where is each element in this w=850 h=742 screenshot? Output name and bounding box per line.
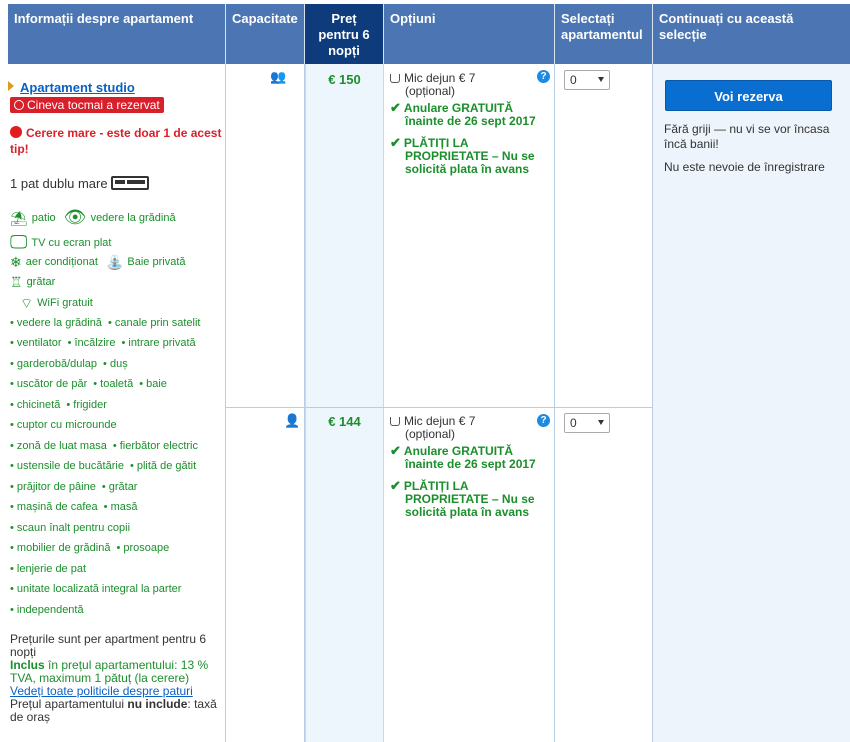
breakfast-text: Mic dejun € 7	[404, 414, 476, 428]
coffee-cup-icon	[390, 74, 400, 83]
amenity-item: • prosoape	[116, 542, 169, 554]
urgency-text: Cerere mare - este doar 1 de acest tip!	[10, 126, 222, 156]
tv-icon: 🖵	[10, 232, 28, 252]
free-cancellation	[390, 100, 550, 128]
price-value: € 144	[328, 414, 361, 429]
select-value: 0	[570, 73, 577, 87]
amenity-row	[10, 563, 86, 575]
amenity-item: • mașină de cafea	[10, 501, 98, 513]
amenity-item: • duș	[103, 358, 128, 370]
amenity-item: • lenjerie de pat	[10, 563, 86, 575]
header-price[interactable]: Preț pentru 6 nopți	[305, 4, 384, 64]
recently-booked-badge	[10, 97, 164, 113]
checkmark-icon: ✔	[390, 443, 401, 458]
bed-text: 1 pat dublu mare	[10, 176, 108, 191]
amenity-item: • garderobă/dulap	[10, 358, 97, 370]
amenity-item: • intrare privată	[121, 337, 195, 349]
amenity-item: • masă	[104, 501, 138, 513]
room-title[interactable]: Apartament studio	[20, 80, 135, 95]
amenity-row	[10, 378, 167, 390]
breakfast-note: (opțional)	[405, 84, 456, 98]
no-registration-note: Nu este nevoie de înregistrare	[664, 160, 825, 174]
facility-wifi: WiFi gratuit	[37, 297, 93, 309]
amenity-item: • independentă	[10, 604, 84, 616]
amenity-item: • fierbător electric	[113, 440, 198, 452]
header-continue: Continuați cu această selecție	[653, 4, 850, 64]
facility-tv: TV cu ecran plat	[31, 237, 112, 249]
facility-grill: grătar	[26, 276, 56, 288]
pay-at-property	[390, 135, 550, 176]
bed-policies-link[interactable]: Vedeți toate politicile despre paturi	[10, 684, 193, 698]
not-included-note	[10, 698, 222, 724]
patio-icon: ⛱	[10, 210, 28, 226]
amenity-item: • mobilier de grădină	[10, 542, 110, 554]
amenity-item: • unitate localizată integral la parter	[10, 583, 181, 595]
apartment-quantity-select[interactable]	[564, 70, 610, 90]
coffee-cup-icon	[390, 417, 400, 426]
amenity-row	[10, 522, 130, 534]
snowflake-icon: ❄	[10, 254, 22, 270]
amenity-item: • plită de gătit	[130, 460, 196, 472]
amenity-item: • baie	[139, 378, 167, 390]
two-persons-icon: 👥	[270, 69, 287, 84]
amenity-item: • ustensile de bucătărie	[10, 460, 124, 472]
red-dot-icon	[10, 126, 22, 138]
facility-row-2	[10, 232, 111, 253]
amenity-row	[10, 419, 117, 431]
not-included-prefix: Prețul apartamentului	[10, 697, 128, 711]
dropdown-arrow-icon	[598, 420, 604, 425]
amenity-row	[10, 501, 137, 513]
urgency-message	[10, 125, 222, 157]
payment-text: PLĂTIȚI LA PROPRIETATE – Nu se solicită plata în avans	[403, 479, 535, 519]
amenity-item: • uscător de păr	[10, 378, 87, 390]
capacity-column	[226, 64, 305, 742]
room-table	[8, 4, 850, 742]
facility-row-4	[10, 274, 55, 291]
amenity-row	[10, 604, 84, 616]
amenity-item: • încălzire	[68, 337, 116, 349]
payment-text: PLĂTIȚI LA PROPRIETATE – Nu se solicită plata în avans	[403, 136, 535, 176]
facility-row-1	[10, 207, 176, 228]
amenity-row	[10, 460, 196, 472]
included-note	[10, 659, 222, 685]
options-block	[390, 72, 550, 176]
info-icon[interactable]: ?	[537, 414, 550, 427]
amenity-row	[10, 358, 128, 370]
included-label: Inclus	[10, 658, 45, 672]
no-worries-note: Fără griji — nu vi se vor încasa încă banii!	[664, 122, 830, 151]
amenity-row	[10, 317, 200, 329]
header-options: Opțiuni	[384, 4, 555, 64]
row-divider	[226, 407, 653, 408]
dropdown-arrow-icon	[598, 77, 604, 82]
per-apartment-note: Prețurile sunt per apartment pentru 6 nopți	[10, 632, 207, 659]
amenity-item: • cuptor cu microunde	[10, 419, 117, 431]
checkmark-icon: ✔	[390, 478, 401, 493]
amenity-item: • chicinetă	[10, 399, 60, 411]
apartment-quantity-select[interactable]	[564, 413, 610, 433]
double-bed-icon	[111, 176, 149, 190]
amenity-row	[10, 337, 196, 349]
room-title-link[interactable]	[8, 80, 135, 95]
breakfast-text: Mic dejun € 7	[404, 71, 476, 85]
amenity-item: • grătar	[102, 481, 138, 493]
facility-bath: Baie privată	[127, 256, 186, 268]
facility-ac: aer condiționat	[25, 256, 98, 268]
facility-row-5	[20, 295, 93, 313]
amenity-row	[10, 399, 107, 411]
select-value: 0	[570, 416, 577, 430]
amenity-item: • prăjitor de pâine	[10, 481, 96, 493]
facility-row-3	[10, 254, 186, 271]
header-select: Selectați apartamentul	[555, 4, 653, 64]
bed-info	[10, 176, 149, 191]
options-block	[390, 415, 550, 519]
price-column	[305, 64, 384, 742]
badge-text: Cineva tocmai a rezervat	[27, 98, 160, 112]
amenity-item: • vedere la grădină	[10, 317, 102, 329]
amenity-row	[10, 583, 181, 595]
facility-garden-view: vedere la grădină	[90, 212, 176, 224]
header-capacity: Capacitate	[226, 4, 305, 64]
amenity-item: • scaun înalt pentru copii	[10, 522, 130, 534]
included-text: în prețul apartamentului: 13 % TVA, maximum 1 pătuț (la cerere)	[10, 658, 209, 685]
not-included-suffix: : taxă de oraș	[10, 697, 217, 724]
cancellation-text: Anulare GRATUITĂ înainte de 26 sept 2017	[403, 101, 536, 128]
amenity-item: • canale prin satelit	[108, 317, 201, 329]
shower-icon: ⛲	[105, 254, 124, 270]
eye-icon: 👁	[63, 207, 87, 227]
not-included-bold: nu include	[127, 697, 188, 711]
pay-at-property	[390, 478, 550, 519]
breakfast-note: (opțional)	[405, 427, 456, 441]
amenity-row	[10, 481, 137, 493]
one-person-icon: 👤	[284, 413, 301, 428]
amenity-item: • toaletă	[93, 378, 133, 390]
select-column	[555, 64, 653, 742]
amenity-item: • ventilator	[10, 337, 62, 349]
info-icon[interactable]: ?	[537, 70, 550, 83]
price-notes	[10, 633, 222, 724]
grill-icon: ♖	[10, 274, 23, 290]
free-cancellation	[390, 443, 550, 471]
amenity-item: • zonă de luat masa	[10, 440, 107, 452]
cancellation-text: Anulare GRATUITĂ înainte de 26 sept 2017	[403, 444, 536, 471]
wifi-icon: ⌔	[20, 295, 34, 311]
header-room-info: Informații despre apartament	[8, 4, 226, 64]
checkmark-icon: ✔	[390, 135, 401, 150]
amenity-row	[10, 542, 169, 554]
checkmark-icon: ✔	[390, 100, 401, 115]
reserve-button[interactable]: Voi rezerva	[665, 80, 832, 111]
price-value: € 150	[328, 72, 361, 87]
amenity-item: • frigider	[66, 399, 107, 411]
alarm-clock-icon	[14, 100, 24, 110]
facility-patio: patio	[31, 212, 56, 224]
amenity-row	[10, 440, 198, 452]
caret-right-icon	[8, 81, 14, 91]
